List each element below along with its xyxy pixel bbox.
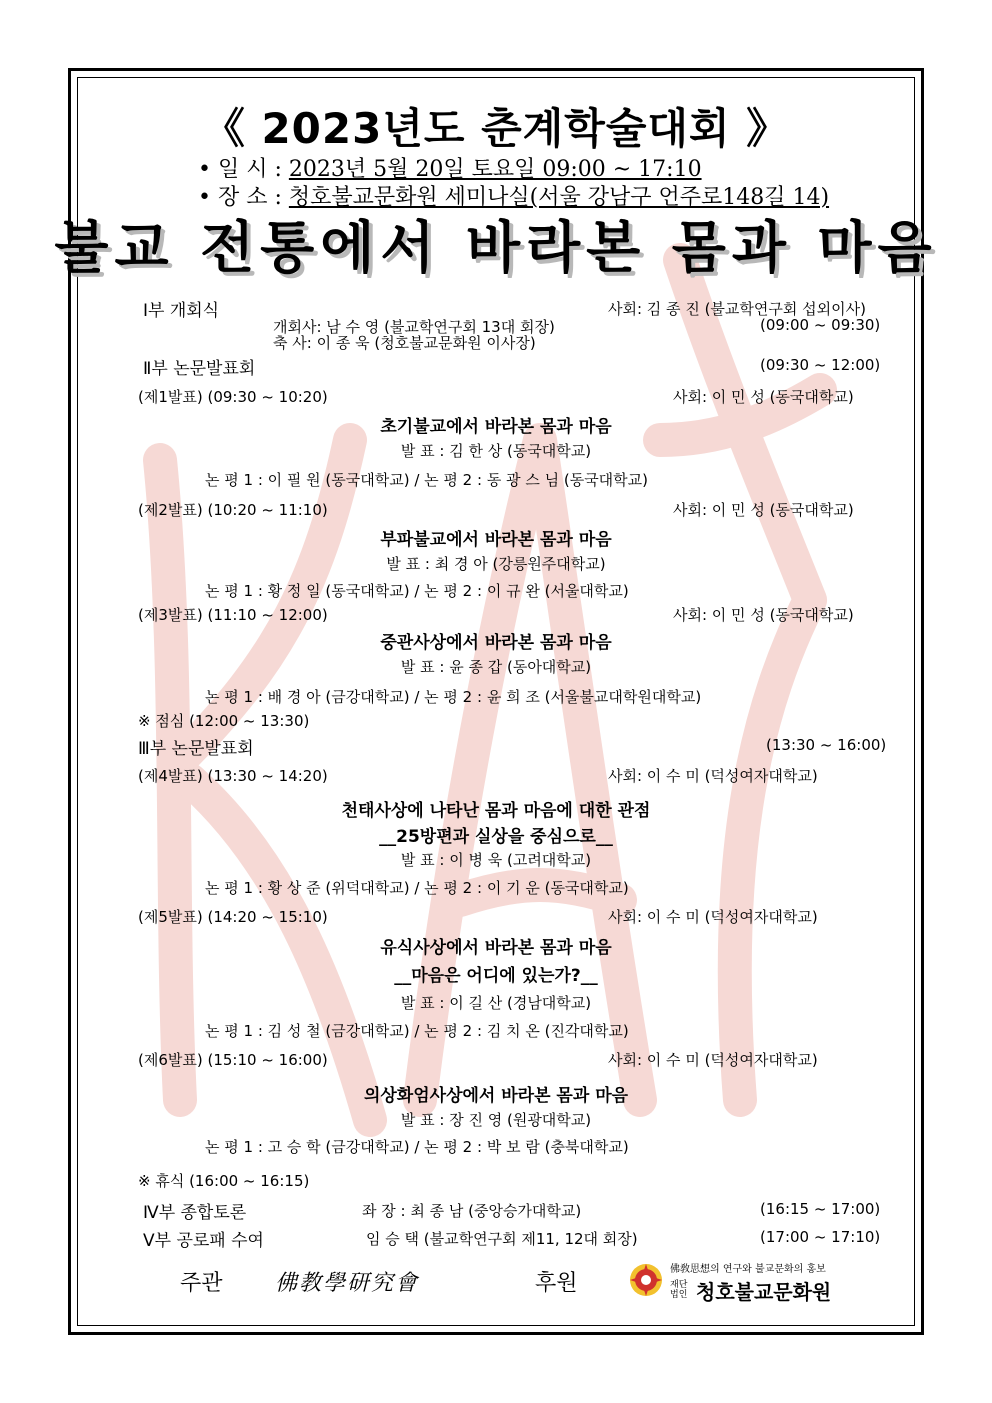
host-label: 주관	[180, 1271, 223, 1296]
date-line	[198, 152, 702, 183]
part5-time: (17:00 ~ 17:10)	[760, 1228, 881, 1246]
session5-time: (제5발표) (14:20 ~ 15:10)	[138, 908, 328, 926]
event-title: 《 2023년도 춘계학술대회 》	[202, 104, 790, 153]
session1-time: (제1발표) (09:30 ~ 10:20)	[138, 388, 328, 406]
sponsor-emblem-icon	[628, 1262, 664, 1298]
part4-chair: 좌 장 : 최 종 남 (중앙승가대학교)	[362, 1202, 582, 1220]
session4-discussants: 논 평 1 : 황 상 준 (위덕대학교) / 논 평 2 : 이 기 운 (동국대학교)	[205, 879, 629, 897]
part4-time: (16:15 ~ 17:00)	[760, 1200, 881, 1218]
part2-label: Ⅱ부 논문발표회	[143, 359, 256, 379]
session5-subtitle: __마음은 어디에 있는가?__	[394, 966, 598, 986]
place-label: • 장 소 :	[198, 185, 289, 210]
session6-discussants: 논 평 1 : 고 승 학 (금강대학교) / 논 평 2 : 박 보 람 (충북대학교)	[205, 1138, 629, 1156]
session3-title: 중관사상에서 바라본 몸과 마음	[380, 633, 612, 653]
session3-discussants: 논 평 1 : 배 경 아 (금강대학교) / 논 평 2 : 윤 희 조 (서울불교대학원대학교)	[205, 688, 702, 706]
part3-label: Ⅲ부 논문발표회	[138, 739, 254, 759]
part1-label: Ⅰ부 개회식	[143, 301, 220, 321]
main-theme-title: 불교 전통에서 바라본 몸과 마음	[54, 216, 938, 281]
session4-title: 천태사상에 나타난 몸과 마음에 대한 관점	[341, 801, 651, 821]
sponsor-name: 청호불교문화원	[696, 1280, 832, 1304]
part1-moderator: 사회: 김 종 진 (불교학연구회 섭외이사)	[608, 300, 866, 318]
place-value: 청호불교문화원 세미나실(서울 강남구 언주로148길 14)	[288, 185, 830, 210]
rest-break: ※ 휴식 (16:00 ~ 16:15)	[138, 1172, 310, 1190]
session2-time: (제2발표) (10:20 ~ 11:10)	[138, 501, 328, 519]
sponsor-prefix: 재단법인	[670, 1280, 688, 1300]
opening-address: 개회사: 남 수 영 (불교학연구회 13대 회장)	[273, 318, 555, 336]
session1-title: 초기불교에서 바라본 몸과 마음	[380, 417, 612, 437]
session1-presenter: 발 표 : 김 한 상 (동국대학교)	[400, 442, 592, 460]
session1-discussants: 논 평 1 : 이 필 원 (동국대학교) / 논 평 2 : 동 광 스 님 (동국대학교)	[205, 471, 649, 489]
session6-title: 의상화엄사상에서 바라본 몸과 마음	[363, 1086, 629, 1106]
part4-label: Ⅳ부 종합토론	[143, 1203, 247, 1223]
part2-time: (09:30 ~ 12:00)	[760, 356, 881, 374]
lunch-break: ※ 점심 (12:00 ~ 13:30)	[138, 712, 310, 730]
session6-presenter: 발 표 : 장 진 영 (원광대학교)	[400, 1111, 592, 1129]
session3-moderator: 사회: 이 민 성 (동국대학교)	[673, 606, 854, 624]
host-logo: 佛教學研究會	[275, 1271, 420, 1296]
session4-time: (제4발표) (13:30 ~ 14:20)	[138, 767, 328, 785]
session2-moderator: 사회: 이 민 성 (동국대학교)	[673, 501, 854, 519]
part5-label: Ⅴ부 공로패 수여	[143, 1231, 264, 1251]
sponsor-tagline: 佛敎思想의 연구와 불교문화의 홍보	[670, 1264, 826, 1275]
session3-presenter: 발 표 : 윤 종 갑 (동아대학교)	[400, 658, 592, 676]
session4-subtitle: __25방편과 실상을 중심으로__	[379, 827, 613, 847]
session5-title: 유식사상에서 바라본 몸과 마음	[380, 938, 612, 958]
part5-recipient: 임 승 택 (불교학연구회 제11, 12대 회장)	[366, 1230, 638, 1248]
session2-title: 부파불교에서 바라본 몸과 마음	[380, 530, 612, 550]
session5-moderator: 사회: 이 수 미 (덕성여자대학교)	[608, 908, 818, 926]
session4-moderator: 사회: 이 수 미 (덕성여자대학교)	[608, 767, 818, 785]
part3-time: (13:30 ~ 16:00)	[766, 736, 887, 754]
session2-discussants: 논 평 1 : 황 정 일 (동국대학교) / 논 평 2 : 이 규 완 (서울대학교)	[205, 582, 629, 600]
session3-time: (제3발표) (11:10 ~ 12:00)	[138, 606, 328, 624]
session5-presenter: 발 표 : 이 길 산 (경남대학교)	[400, 994, 592, 1012]
part1-time: (09:00 ~ 09:30)	[760, 316, 881, 334]
session5-discussants: 논 평 1 : 김 성 철 (금강대학교) / 논 평 2 : 김 치 온 (진각대학교)	[205, 1022, 629, 1040]
session4-presenter: 발 표 : 이 병 욱 (고려대학교)	[400, 851, 592, 869]
session2-presenter: 발 표 : 최 경 아 (강릉원주대학교)	[386, 555, 606, 573]
session6-moderator: 사회: 이 수 미 (덕성여자대학교)	[608, 1051, 818, 1069]
date-value: 2023년 5월 20일 토요일 09:00 ~ 17:10	[288, 157, 702, 182]
congratulatory-address: 축 사: 이 종 욱 (청호불교문화원 이사장)	[273, 334, 536, 352]
sponsor-label: 후원	[535, 1271, 578, 1296]
session1-moderator: 사회: 이 민 성 (동국대학교)	[673, 388, 854, 406]
session6-time: (제6발표) (15:10 ~ 16:00)	[138, 1051, 328, 1069]
date-label: • 일 시 :	[198, 157, 289, 182]
